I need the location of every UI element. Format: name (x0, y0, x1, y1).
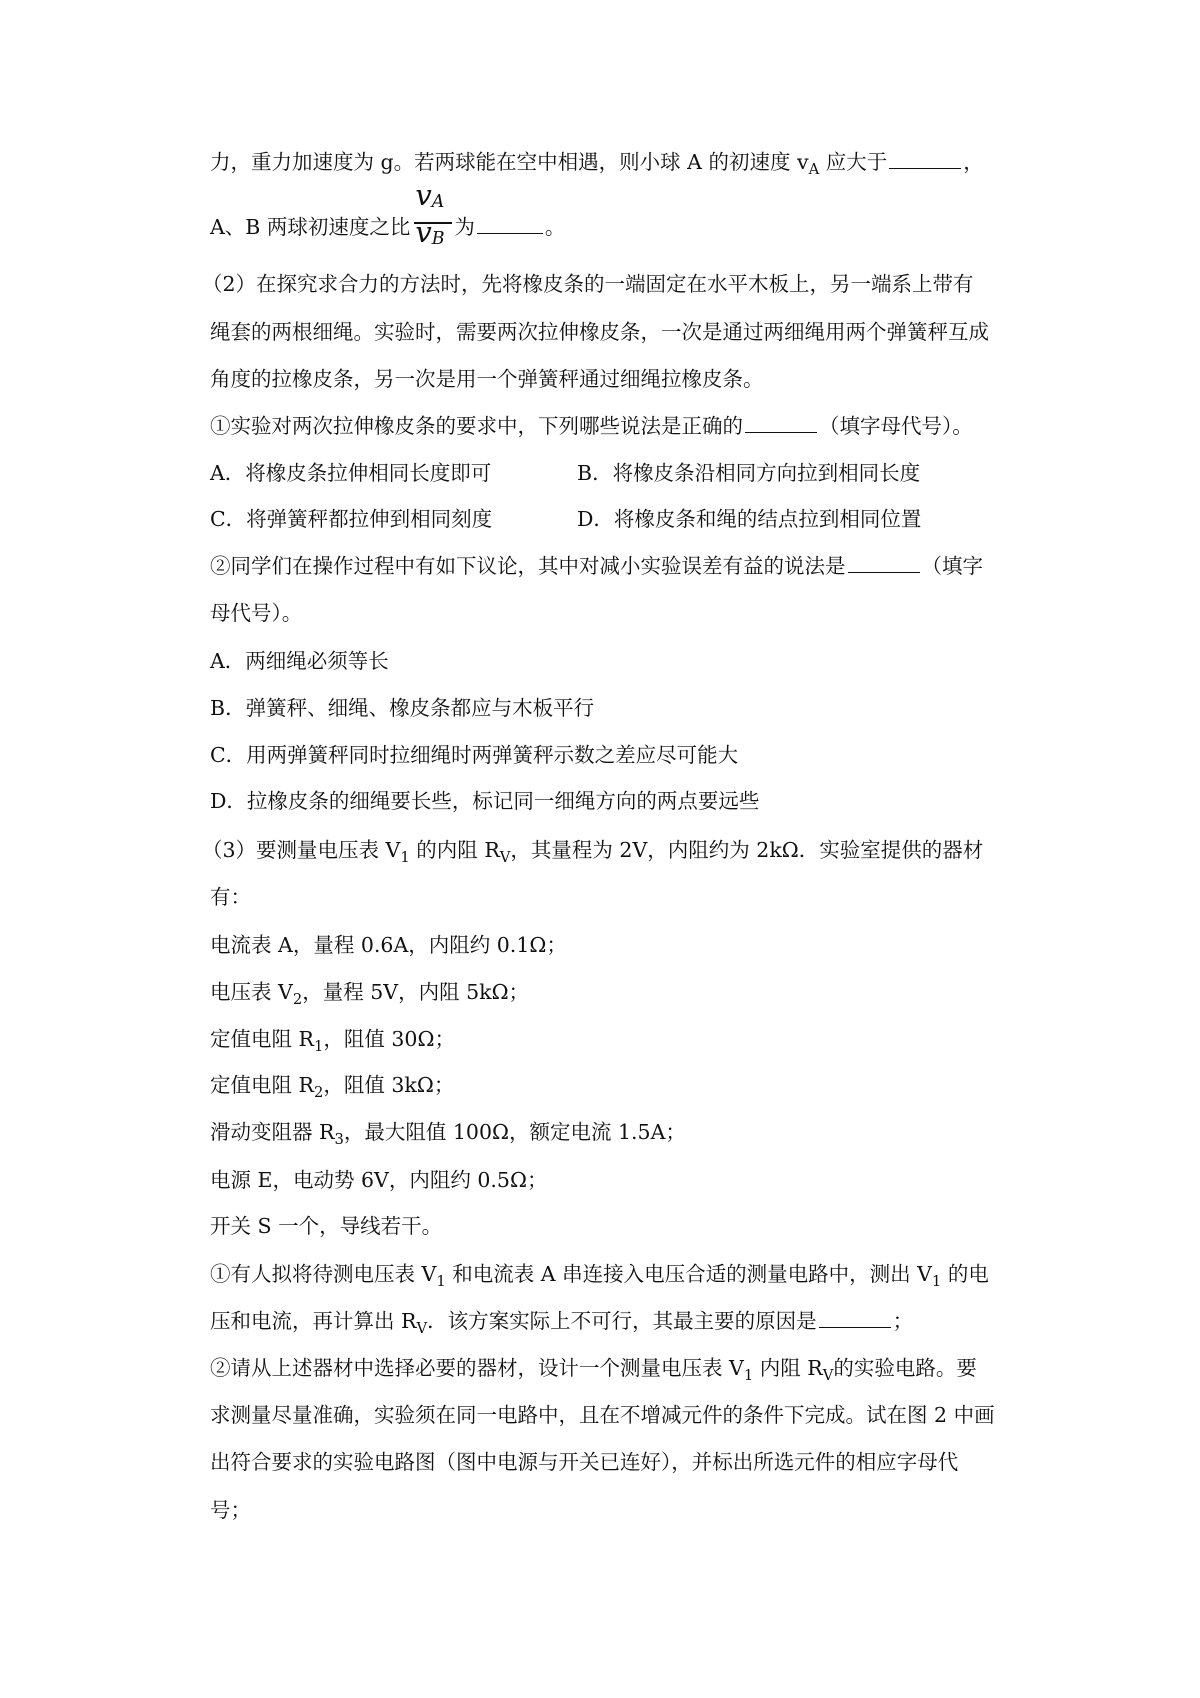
subscript: 1 (313, 1037, 324, 1055)
q2-text: ①实验对两次拉伸橡皮条的要求中，下列哪些说法是正确的 (210, 414, 743, 438)
subscript: 1 (743, 1366, 754, 1384)
q3-part2-line-1: ②请从上述器材中选择必要的器材，设计一个测量电压表 $V_1$ 内阻 $R_V$的实验电路。要 (210, 1356, 977, 1384)
q1-line-2 (210, 178, 566, 249)
equipment-item: 滑动变阻器 $R_3$，最大阻值 100Ω，额定电流 1.5A； (210, 1120, 686, 1148)
q1-text: 应大于 (825, 150, 888, 174)
q3-part1-line-2: 压和电流，再计算出 $R_V$．该方案实际上不可行，其最主要的原因是 ； (210, 1309, 914, 1337)
q2-intro-line-2: 绳套的两根细绳。实验时，需要两次拉伸橡皮条，一次是通过两细绳用两个弹簧秤互成 (210, 320, 989, 344)
option-c[interactable]: C．用两弹簧秤同时拉细绳时两弹簧秤示数之差应尽可能大 (210, 743, 739, 767)
answer-blank[interactable] (819, 1326, 891, 1328)
q3-part2-line-3: 出符合要求的实验电路图（图中电源与开关已连好），并标出所选元件的相应字母代 (210, 1450, 959, 1474)
q2-part1-options-row-2 (210, 507, 922, 531)
q2-text: （填字 (921, 554, 983, 578)
q1-text: 力，重力加速度为 g。若两球能在空中相遇，则小球 A 的初速度 v (210, 150, 809, 174)
subscript: V (499, 848, 511, 866)
equipment-item: 开关 S 一个，导线若干。 (210, 1214, 443, 1238)
subscript: V (416, 1319, 428, 1337)
q3-part1-line-1: ①有人拟将待测电压表 $V_1$ 和电流表 A 串连接入电压合适的测量电路中，测出 $V_1$ 的电 (210, 1262, 989, 1290)
answer-blank[interactable] (889, 167, 961, 169)
subscript: 1 (436, 1272, 446, 1290)
subscript: 1 (400, 848, 410, 866)
velocity-ratio-fraction (412, 178, 452, 249)
q1-text: A、B 两球初速度之比 (210, 215, 411, 239)
equipment-item: 电压表 $V_2$，量程 5V，内阻 5kΩ； (210, 980, 530, 1008)
subscript: V (822, 1366, 834, 1384)
q2-part1-options-row-1 (210, 461, 921, 485)
q3-text: （3）要测量电压表 V (202, 838, 401, 862)
q3-intro-line-1 (202, 838, 984, 866)
subscript: 1 (931, 1272, 942, 1290)
equipment-item: 电流表 A，量程 0.6A，内阻约 0.1Ω； (210, 933, 567, 957)
option-c[interactable]: C．将弹簧秤都拉伸到相同刻度 (210, 507, 493, 531)
q2-intro-line-3: 角度的拉橡皮条，另一次是用一个弹簧秤通过细绳拉橡皮条。 (210, 367, 764, 391)
option-a[interactable]: A．将橡皮条拉伸相同长度即可 (210, 461, 492, 485)
q2-part2-question-cont: 母代号）。 (210, 601, 303, 625)
q2-part1-question (210, 416, 973, 437)
q1-text: 为 (454, 215, 475, 239)
fraction-numerator: $v_A$ (415, 178, 445, 212)
q2-text: ②同学们在操作过程中有如下议论，其中对减小实验误差有益的说法是 (210, 554, 846, 578)
subscript: 3 (334, 1130, 344, 1148)
answer-blank[interactable] (477, 232, 543, 234)
option-d[interactable]: D．将橡皮条和绳的结点拉到相同位置 (577, 507, 922, 531)
punctuation: ， (963, 150, 984, 174)
option-b[interactable]: B．将橡皮条沿相同方向拉到相同长度 (577, 461, 921, 485)
subscript: A (808, 160, 820, 178)
option-b[interactable]: B．弹簧秤、细绳、橡皮条都应与木板平行 (210, 696, 595, 720)
q3-part2-line-4: 号； (210, 1498, 251, 1522)
q2-part2-question (210, 556, 983, 577)
equipment-item: 电源 E，电动势 6V，内阻约 0.5Ω； (210, 1168, 548, 1192)
q2-text: （填字母代号）。 (819, 414, 973, 438)
q2-intro-line-1: （2）在探究求合力的方法时，先将橡皮条的一端固定在水平木板上，另一端系上带有 (202, 272, 974, 296)
q3-text: ，其量程为 2V，内阻约为 2kΩ．实验室提供的器材 (510, 838, 984, 862)
option-a[interactable]: A．两细绳必须等长 (210, 649, 389, 673)
answer-blank[interactable] (745, 431, 817, 433)
punctuation: 。 (544, 215, 566, 239)
q1-line-1 (210, 150, 984, 178)
subscript: 2 (292, 990, 303, 1008)
equipment-item: 定值电阻 $R_2$，阻值 3kΩ； (210, 1073, 455, 1101)
answer-blank[interactable] (848, 571, 920, 573)
q3-text: 的内阻 R (416, 838, 500, 862)
subscript: 2 (313, 1083, 324, 1101)
q3-part2-line-2: 求测量尽量准确，实验须在同一电路中，且在不增减元件的条件下完成。试在图 2 中画 (210, 1403, 995, 1427)
option-d[interactable]: D．拉橡皮条的细绳要长些，标记同一细绳方向的两点要远些 (210, 789, 760, 813)
fraction-denominator: $v_B$ (415, 215, 445, 249)
equipment-item: 定值电阻 $R_1$，阻值 30Ω； (210, 1027, 455, 1055)
q3-intro-line-2: 有： (210, 885, 251, 909)
